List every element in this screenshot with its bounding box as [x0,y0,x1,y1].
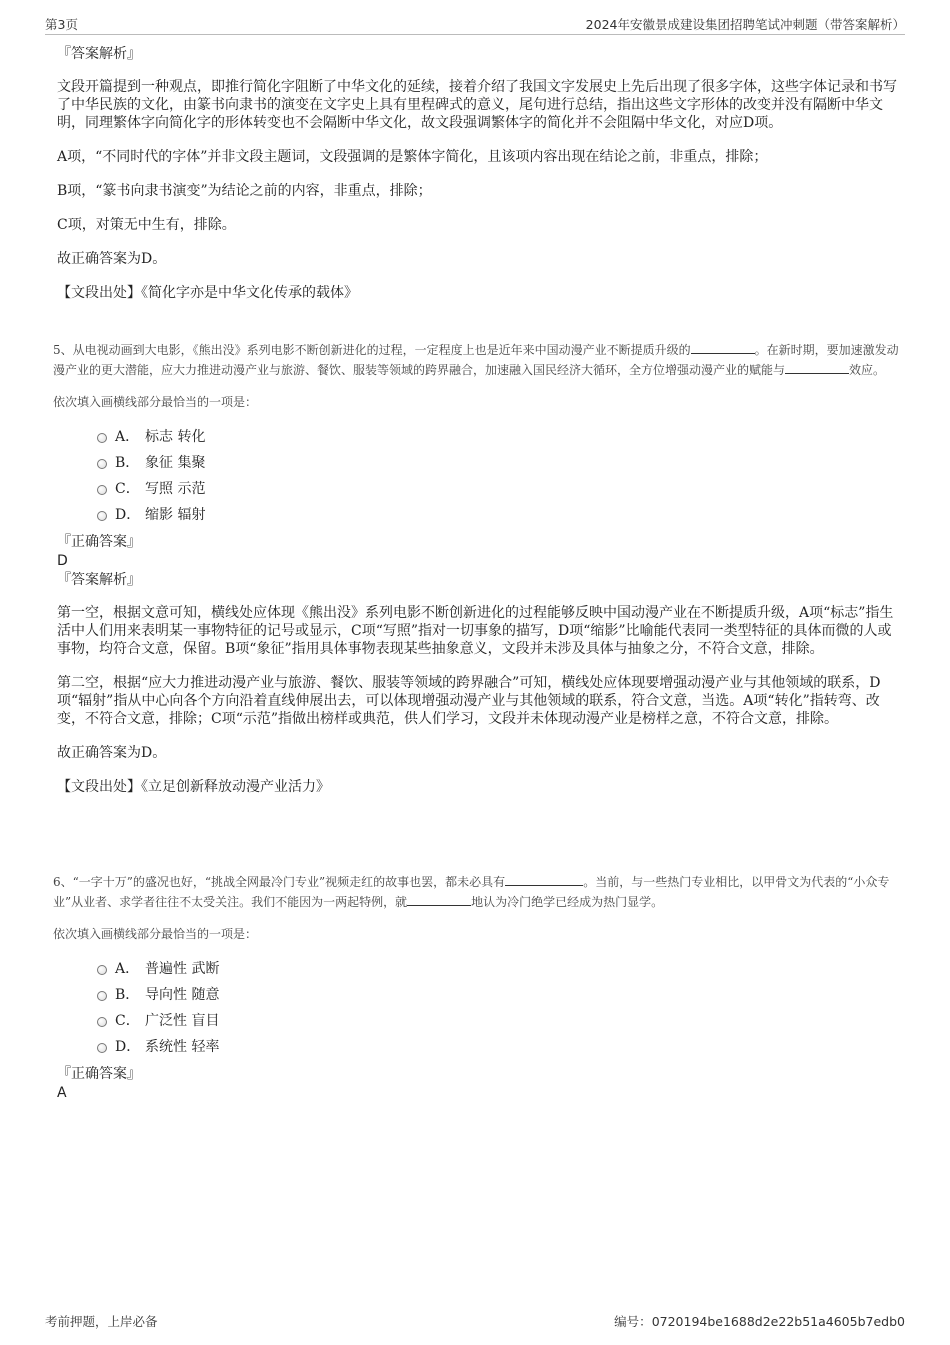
analysis-paragraph: C项，对策无中生有，排除。 [57,217,236,233]
question-text: 6、“一字十万”的盛况也好，“挑战全网最冷门专业”视频走红的故事也罢，都未必具有 。当前，与一些热门专业相比，以甲骨文为代表的“小众专业”从业者、求学者往往不太受关注。我们不能因为一两起特例，就 地认为冷门绝学已经成为热门显学。 [53,875,890,909]
option-a[interactable]: A． 普遍性 武断 [45,956,905,982]
option-d[interactable]: D． 缩影 辐射 [45,502,905,528]
radio-button[interactable] [97,485,107,495]
answer-blank [407,893,471,906]
correct-answer: D [57,553,68,569]
option-b[interactable]: B． 象征 集聚 [45,450,905,476]
analysis-paragraph: 第一空，根据文意可知，横线处应体现《熊出没》系列电影不断创新进化的过程能够反映中国动漫产业在不断提质升级，A项“标志”指生活中人们用来表明某一事物特征的记号或显示，C项“写照”指对一切事象的描写，D项“缩影”比喻能代表同一类型特征的具体而微的人或事物，均符合文意，保留。B项“象征”指用具体事物表现某些抽象意义，文段并未涉及具体与抽象之分，不符合文意，排除。 [57,605,894,657]
analysis-label: 『答案解析』 [57,46,141,62]
question-instruction: 依次填入画横线部分最恰当的一项是： [53,927,258,941]
radio-button[interactable] [97,511,107,521]
answer-blank [785,361,849,374]
option-d[interactable]: D． 系统性 轻率 [45,1034,905,1060]
question-instruction: 依次填入画横线部分最恰当的一项是： [53,395,258,409]
options-list [45,424,905,528]
document-code: 编号：0720194be1688d2e22b51a4605b7edb0 [614,1314,905,1329]
block1 [45,44,905,302]
source-citation: 【文段出处】《立足创新释放动漫产业活力》 [57,779,330,795]
source-citation: 【文段出处】《简化字亦是中华文化传承的载体》 [57,285,358,301]
document-title: 2024年安徽景成建设集团招聘笔试冲刺题（带答案解析） [585,17,905,32]
analysis-paragraph: 故正确答案为D。 [57,251,167,267]
radio-button[interactable] [97,991,107,1001]
footer-slogan: 考前押题，上岸必备 [45,1314,158,1329]
answer-label: 『正确答案』 [57,1066,141,1082]
answer-label: 『正确答案』 [57,534,141,550]
page-header [45,14,905,35]
option-c[interactable]: C． 广泛性 盲目 [45,1008,905,1034]
analysis-paragraph: A项，“不同时代的字体”并非文段主题词，文段强调的是繁体字简化，且该项内容出现在结论之前，非重点，排除； [57,149,768,165]
analysis-paragraph: B项，“篆书向隶书演变”为结论之前的内容，非重点，排除； [57,183,432,199]
radio-button[interactable] [97,459,107,469]
page-number: 第3页 [45,17,78,32]
radio-button[interactable] [97,1043,107,1053]
analysis-label: 『答案解析』 [57,572,141,588]
analysis-paragraph: 文段开篇提到一种观点，即推行简化字阻断了中华文化的延续，接着介绍了我国文字发展史上先后出现了很多字体，这些字体记录和书写了中华民族的文化，由篆书向隶书的演变在文字史上具有里程碑式的意义，尾句进行总结，指出这些文字形体的改变并没有隔断中华文明，同理繁体字向简化字的形体转变也不会隔断中华文化，故文段强调繁体字的简化并不会阻隔中华文化，对应D项。 [57,79,897,131]
question-6 [45,872,905,1102]
radio-button[interactable] [97,433,107,443]
correct-answer: A [57,1085,67,1101]
options-list [45,956,905,1060]
radio-button[interactable] [97,965,107,975]
question-text: 5、从电视动画到大电影，《熊出没》系列电影不断创新进化的过程，一定程度上也是近年来中国动漫产业不断提质升级的 。在新时期，要加速激发动漫产业的更大潜能，应大力推进动漫产业与旅游、餐饮、服装等领域的跨界融合，加速融入国民经济大循环，全方位增强动漫产业的赋能与 效应。 [53,343,899,377]
radio-button[interactable] [97,1017,107,1027]
analysis-paragraph: 故正确答案为D。 [57,745,167,761]
option-b[interactable]: B． 导向性 随意 [45,982,905,1008]
option-a[interactable]: A． 标志 转化 [45,424,905,450]
answer-blank [505,873,583,886]
analysis-paragraph: 第二空，根据“应大力推进动漫产业与旅游、餐饮、服装等领域的跨界融合”可知，横线处应体现要增强动漫产业与其他领域的联系，D项“辐射”指从中心向各个方向沿着直线伸展出去，可以体现增强动漫产业与其他领域的联系，符合文意，当选。A项“转化”指转弯、改变，不符合文意，排除；C项“示范”指做出榜样或典范，供人们学习，文段并未体现动漫产业是榜样之意，不符合文意，排除。 [57,675,881,727]
option-c[interactable]: C． 写照 示范 [45,476,905,502]
question-5 [45,340,905,796]
answer-blank [691,341,755,354]
